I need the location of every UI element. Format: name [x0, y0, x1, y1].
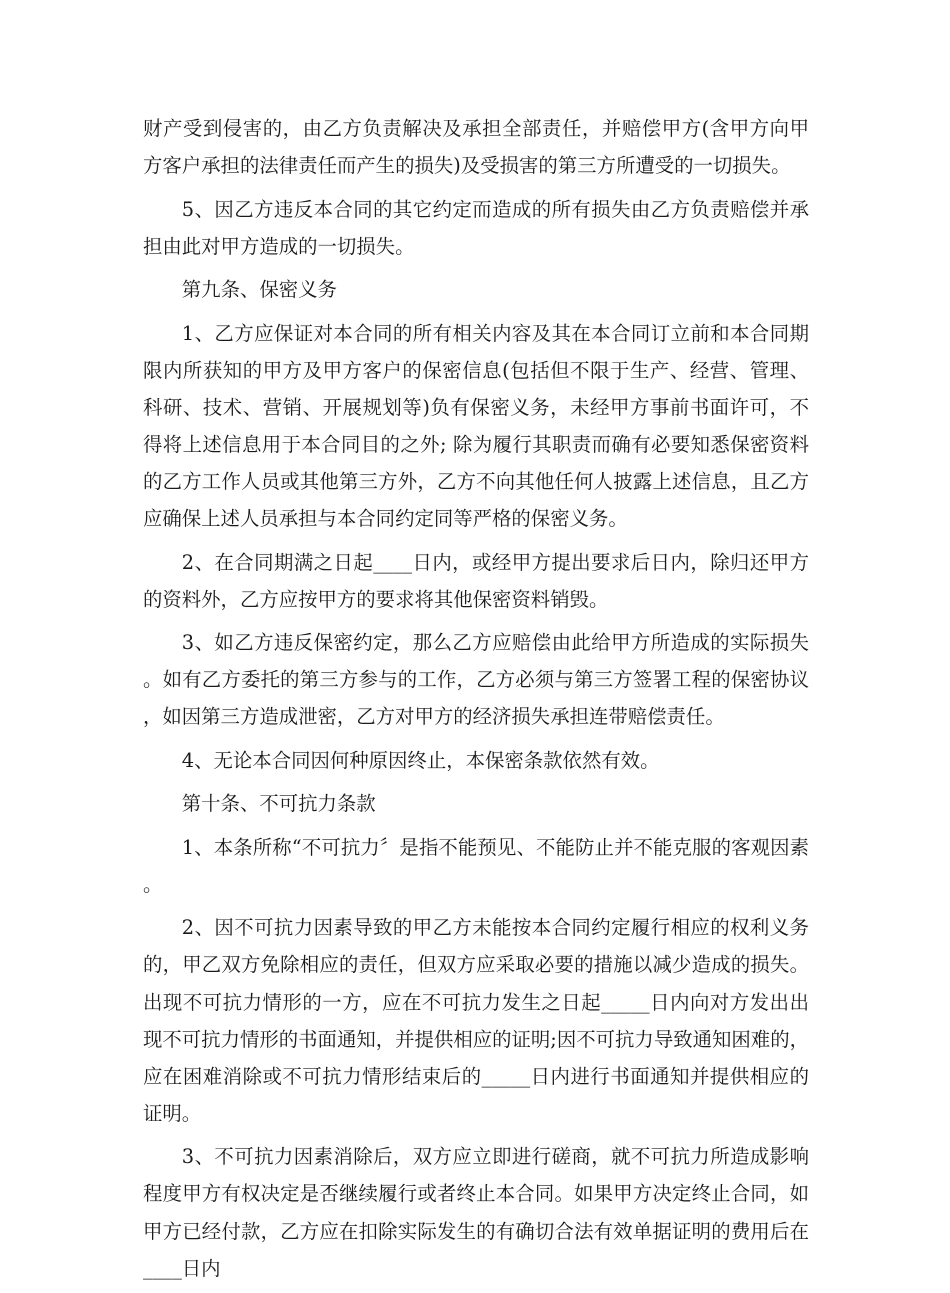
paragraph-clause-10-1: 1、本条所称“不可抗力〞是指不能预见、不能防止并不能克服的客观因素。: [143, 835, 809, 896]
paragraph-clause-9-3: 3、如乙方违反保密约定，那么乙方应赔偿由此给甲方所造成的实际损失。如有乙方委托的第三方参与的工作，乙方必须与第三方签署工程的保密协议，如因第三方造成泄密，乙方对甲方的经济损失承担连带赔偿责任。: [143, 631, 809, 729]
section-heading-article-9: 第九条、保密义务: [181, 278, 337, 302]
paragraph-clause-9-1: 1、乙方应保证对本合同的所有相关内容及其在本合同订立前和本合同期限内所获知的甲方及甲方客户的保密信息(包括但不限于生产、经营、管理、科研、技术、营销、开展规划等)负有保密义务，未经甲方事前书面许可，不得将上述信息用于本合同目的之外; 除为履行其职责而确有必要知悉保密资料的乙方工作人员或其他第三方外，乙方不向其他任何人披露上述信息，且乙方应确保上述人员承担与本合同约定同等严格的保密义务。: [143, 321, 809, 531]
paragraph-clause-9-4: 4、无论本合同因何种原因终止，本保密条款依然有效。: [181, 748, 660, 772]
paragraph-continuation: 财产受到侵害的，由乙方负责解决及承担全部责任，并赔偿甲方(含甲方向甲方客户承担的法律责任而产生的损失)及受损害的第三方所遭受的一切损失。: [143, 117, 809, 178]
paragraph-clause-8-5: 5、因乙方违反本合同的其它约定而造成的所有损失由乙方负责赔偿并承担由此对甲方造成的一切损失。: [143, 197, 809, 258]
document-body: [143, 110, 809, 1293]
section-heading-article-10: 第十条、不可抗力条款: [181, 792, 376, 816]
paragraph-clause-9-2: 2、在合同期满之日起____日内，或经甲方提出要求后日内，除归还甲方的资料外，乙方应按甲方的要求将其他保密资料销毁。: [143, 550, 809, 611]
paragraph-clause-10-3: 3、不可抗力因素消除后，双方应立即进行磋商，就不可抗力所造成影响程度甲方有权决定是否继续履行或者终止本合同。如果甲方决定终止合同，如甲方已经付款，乙方应在扣除实际发生的有确切合法有效单据证明的费用后在____日内: [143, 1145, 809, 1280]
paragraph-clause-10-2: 2、因不可抗力因素导致的甲乙方未能按本合同约定履行相应的权利义务的，甲乙双方免除相应的责任，但双方应采取必要的措施以减少造成的损失。出现不可抗力情形的一方，应在不可抗力发生之日起_____日内向对方发出出现不可抗力情形的书面通知，并提供相应的证明;因不可抗力导致通知困难的，应在困难消除或不可抗力情形结束后的_____日内进行书面通知并提供相应的证明。: [143, 916, 809, 1125]
